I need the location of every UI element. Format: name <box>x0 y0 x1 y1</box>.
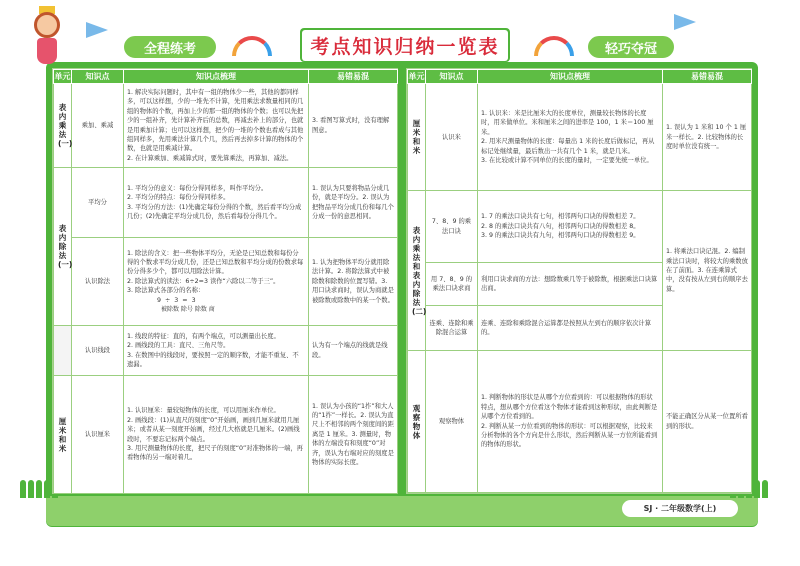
knowledge-point: 认识线段 <box>72 326 124 376</box>
table-row <box>408 191 752 263</box>
table-row <box>54 84 398 168</box>
rainbow-icon <box>534 36 574 56</box>
review-cell: 1. 认识米：米是比厘米大的长度单位，测量较长物体的长度时，用米做单位。米和厘米之间的进率是 100，1 米＝100 厘米。 2. 用米尺测量物体的长度：每量出 1 米的长度后做标记，再从标记处继续量，最后数出一共有几个 1 米，就是几米。 3. 在比较或计算不同单位的长度的量时，一定要先统一单位。 <box>478 84 663 191</box>
review-cell: 1. 7 的乘法口诀共有七句，相邻两句口诀的得数相差 7。 2. 8 的乘法口诀共有八句，相邻两句口诀的得数相差 8。 3. 9 的乘法口诀共有九句，相邻两句口诀的得数相差 9。 <box>478 191 663 263</box>
left-tag: 全程练考 <box>122 34 218 60</box>
left-table-panel <box>52 68 398 494</box>
right-table <box>407 69 752 493</box>
knowledge-point: 观察物体 <box>426 351 478 493</box>
unit-cell: 观察物体 <box>408 351 426 493</box>
table-row <box>408 351 752 493</box>
grade-badge: SJ · 二年级数学(上) <box>622 500 738 517</box>
col-review: 知识点梳理 <box>478 70 663 84</box>
mistake-cell: 3. 看图写算式时，没有理解图意。 <box>309 84 398 168</box>
review-cell: 1. 平均分的意义：每份分得同样多，叫作平均分。 2. 平均分的特点：每份分得同样多。 3. 平均分的方法：(1)先确定每份分得的个数，然后看平均分成几份；(2)先确定平均分成几份，然后看每份分得几个。 <box>124 168 309 238</box>
mistake-cell: 1. 误认为只要将物品分成几份，就是平均分。2. 误认为把物品平均分成几份和每几个分成一份的意思相同。 <box>309 168 398 238</box>
review-cell: 1. 解决实际问题时，其中有一组的物体少一些，其他的都同样多，可以这样想，少的一堆先不计算，先用乘法求数量相同的几组的物体的个数，再加上少的那一组的物体的个数；也可以先把少的一组补齐，先计算补齐后的总数，再减去补上的部分，也就是用乘加计算；也可以这样想，把少的一堆的个数也看成与其他组同样多，先用乘法计算几个几，然后再去掉多计算的物体的个数，也就是用乘减计算。 2. 在计算乘加、乘减算式时，要先算乘法，再算加、减法。 <box>124 84 309 168</box>
left-table <box>53 69 398 494</box>
knowledge-point: 平均分 <box>72 168 124 238</box>
table-row <box>54 238 398 326</box>
paper-plane-icon <box>86 22 108 38</box>
table-row <box>54 376 398 494</box>
page-title: 考点知识归纳一览表 <box>302 30 507 61</box>
unit-cell: 厘米和米 <box>408 84 426 191</box>
review-cell: 1. 除法的含义：把一些物体平均分，无论是已知总数和每份分得的个数求平均分成几份，还是已知总数和平均分成的份数求每份分得多少个，都可以用除法计算。 2. 除法算式的读法：6÷2=3 读作“六除以二等于三”。 3. 除法算式各部分的名称： 9 ÷ 3 = 3 被除数 除号 除数 商 <box>124 238 309 326</box>
col-mistakes: 易错易混 <box>663 70 752 84</box>
unit-cell: 表内乘法和表内除法(二) <box>408 191 426 351</box>
right-tag: 轻巧夺冠 <box>586 34 676 60</box>
knowledge-point: 连乘、连除和乘除混合运算 <box>426 306 478 351</box>
col-mistakes: 易错易混 <box>309 70 398 84</box>
knowledge-point: 认识厘米 <box>72 376 124 494</box>
table-row <box>408 84 752 191</box>
review-cell: 连乘、连除和乘除混合运算都是按照从左到右的顺序依次计算的。 <box>478 306 663 351</box>
rainbow-icon <box>232 36 272 56</box>
col-unit: 单元 <box>54 70 72 84</box>
mistake-cell: 1. 认为把物体平均分就用除法计算。2. 将除法算式中被除数和除数的位置写错。3. 用口诀求商时，误认为商就是被除数或除数中的某一个数。 <box>309 238 398 326</box>
unit-cell <box>54 326 72 376</box>
col-review: 知识点梳理 <box>124 70 309 84</box>
review-cell: 1. 认识厘米：量较短物体的长度，可以用厘米作单位。 2. 画线段：(1)从直尺的刻度“0”开始画，画到几厘米就用几厘米；或者从某一刻度开始画，经过几大格就是几厘米。(2)画线段时，不要忘记标两个端点。 3. 用尺测量物体的长度，把尺子的刻度“0”对准物体的一端，再看物体的另一端对着几。 <box>124 376 309 494</box>
col-point: 知识点 <box>72 70 124 84</box>
col-unit: 单元 <box>408 70 426 84</box>
table-row <box>54 326 398 376</box>
review-cell: 1. 判断物体的形状是从哪个方位看到的：可以根据物体的形状特点，想从哪个方位看这个物体才能看到这种形状，由此判断是从哪个方位看到的。 2. 判断从某一方位看到的物体的形状：可以根据观察，比较来分析物体的各个方向是什么形状，然后判断从某一方位所能看到的物体的形状。 <box>478 351 663 493</box>
knowledge-point: 认识除法 <box>72 238 124 326</box>
unit-cell: 厘米和米 <box>54 376 72 494</box>
right-table-panel <box>406 68 752 494</box>
knowledge-point: 认识米 <box>426 84 478 191</box>
knowledge-point: 7、8、9 的乘法口诀 <box>426 191 478 263</box>
mistake-cell: 不能正确区分从某一位置所看到的形状。 <box>663 351 752 493</box>
unit-cell: 表内除法(一) <box>54 168 72 326</box>
paper-plane-icon <box>674 14 696 30</box>
mistake-cell: 认为有一个端点的线就是线段。 <box>309 326 398 376</box>
unit-cell: 表内乘法(一) <box>54 84 72 168</box>
review-cell: 利用口诀求商的方法：想除数乘几等于被除数，根据乘法口诀算出商。 <box>478 262 663 305</box>
cartoon-girl-icon <box>34 12 60 66</box>
title-banner <box>300 28 510 62</box>
review-cell: 1. 线段的特征：直的，有两个端点，可以测量出长度。 2. 画线段的工具：直尺、三角尺等。 3. 在数图中的线段时，要按照一定的顺序数，才能不重复、不遗漏。 <box>124 326 309 376</box>
mistake-cell: 1. 误认为小孩的“1拃”和大人的“1拃”一样长。2. 误认为直尺上不相邻的两个刻度间的距离是 1 厘米。3. 测量时，物体的左端没有和刻度“0”对齐，误认为右端对应的刻度是物体的实际长度。 <box>309 376 398 494</box>
knowledge-point: 用 7、8、9 的乘法口诀求商 <box>426 262 478 305</box>
table-row <box>54 168 398 238</box>
mistake-cell: 1. 误认为 1 米和 10 个 1 厘米一样长。2. 比较物体的长度时单位没有统一。 <box>663 84 752 191</box>
col-point: 知识点 <box>426 70 478 84</box>
mistake-cell: 1. 将乘法口诀记混。2. 编制乘法口诀时，将较大的乘数放在了前面。3. 在连乘算式中，没有按从左到右的顺序去算。 <box>663 191 752 351</box>
knowledge-point: 乘加、乘减 <box>72 84 124 168</box>
